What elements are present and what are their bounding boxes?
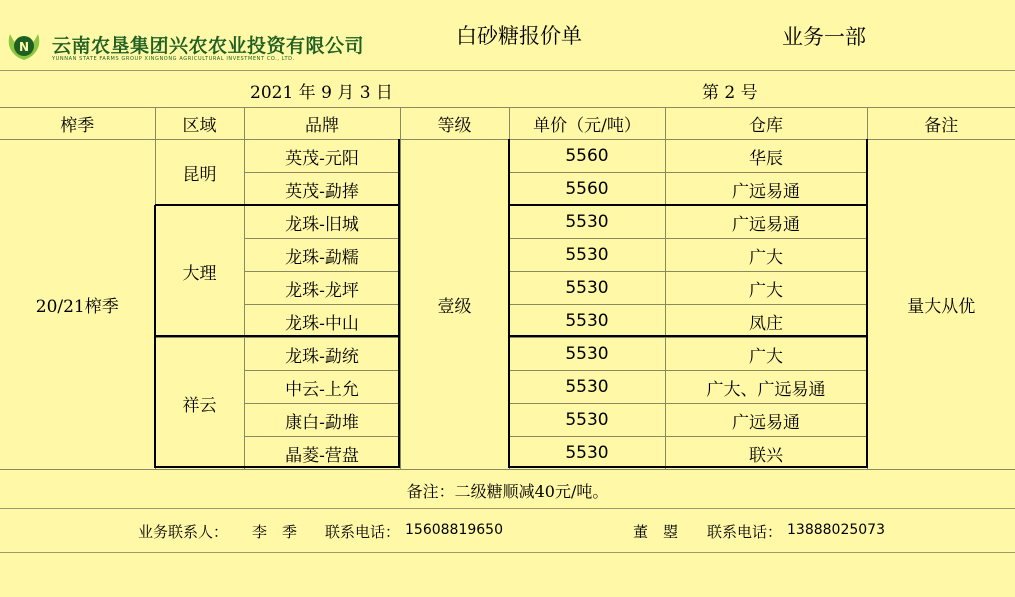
group-divider-bottom-left bbox=[155, 466, 400, 468]
remark-cell: 量大从优 bbox=[867, 140, 1015, 470]
price-cell: 5530 bbox=[509, 272, 665, 305]
price-cell: 5560 bbox=[509, 173, 665, 206]
warehouse-cell: 凤庄 bbox=[665, 305, 867, 338]
group-divider-bottom-right bbox=[509, 466, 868, 468]
region-cell: 祥云 bbox=[155, 338, 244, 470]
price-cell: 5530 bbox=[509, 404, 665, 437]
header-warehouse: 仓库 bbox=[665, 108, 867, 140]
company-name: 云南农垦集团兴农农业投资有限公司 bbox=[52, 35, 365, 57]
warehouse-cell: 广远易通 bbox=[665, 206, 867, 239]
warehouse-cell: 广大 bbox=[665, 338, 867, 371]
contact1-phone-label: 联系电话： bbox=[325, 523, 401, 541]
warehouse-cell: 联兴 bbox=[665, 437, 867, 470]
group-divider-dali-left bbox=[155, 335, 400, 337]
warehouse-cell: 广远易通 bbox=[665, 173, 867, 206]
divider-line bbox=[0, 552, 1015, 553]
brand-cell: 龙珠-勐糯 bbox=[244, 239, 400, 272]
warehouse-cell: 华辰 bbox=[665, 140, 867, 173]
grade-cell: 壹级 bbox=[400, 140, 509, 470]
header-grade: 等级 bbox=[400, 108, 509, 140]
brand-cell: 晶菱-营盘 bbox=[244, 437, 400, 470]
group-divider-kunming-left bbox=[155, 204, 400, 206]
price-cell: 5530 bbox=[509, 239, 665, 272]
region-cell: 昆明 bbox=[155, 140, 244, 206]
company-logo-icon bbox=[4, 26, 44, 62]
header-brand: 品牌 bbox=[244, 108, 400, 140]
header-price: 单价（元/吨） bbox=[509, 108, 665, 140]
region-cell: 大理 bbox=[155, 206, 244, 338]
contact-label: 业务联系人： bbox=[138, 523, 229, 541]
footer-note: 备注：二级糖顺减40元/吨。 bbox=[406, 482, 609, 501]
brand-cell: 英茂-元阳 bbox=[244, 140, 400, 173]
svg-text:N: N bbox=[18, 40, 30, 54]
season-cell: 20/21榨季 bbox=[0, 140, 155, 470]
department-label: 业务一部 bbox=[782, 25, 866, 49]
contact2-phone-label: 联系电话： bbox=[707, 523, 783, 541]
quote-date: 2021 年 9 月 3 日 bbox=[250, 83, 393, 103]
group-divider-kunming-right bbox=[509, 204, 868, 206]
brand-cell: 龙珠-中山 bbox=[244, 305, 400, 338]
company-name-english: YUNNAN STATE FARMS GROUP XINGNONG AGRICULTURAL INVESTMENT CO., LTD. bbox=[52, 56, 295, 62]
price-cell: 5560 bbox=[509, 140, 665, 173]
contact2-name: 董 曌 bbox=[633, 523, 679, 541]
warehouse-cell: 广远易通 bbox=[665, 404, 867, 437]
contact1-phone: 15608819650 bbox=[405, 522, 503, 538]
contact2-phone: 13888025073 bbox=[787, 522, 885, 538]
group-divider-dali-right bbox=[509, 335, 868, 337]
brand-cell: 龙珠-龙坪 bbox=[244, 272, 400, 305]
group-border-brand-right bbox=[398, 139, 400, 468]
header-region: 区域 bbox=[155, 108, 244, 140]
divider-line bbox=[0, 70, 1015, 71]
table-header-row bbox=[0, 108, 1015, 140]
price-cell: 5530 bbox=[509, 305, 665, 338]
brand-cell: 英茂-勐捧 bbox=[244, 173, 400, 206]
group-border-warehouse-right bbox=[866, 139, 868, 468]
divider-line bbox=[0, 508, 1015, 509]
price-cell: 5530 bbox=[509, 437, 665, 470]
contact1-name: 李 季 bbox=[252, 523, 298, 541]
brand-cell: 康白-勐堆 bbox=[244, 404, 400, 437]
price-cell: 5530 bbox=[509, 206, 665, 239]
warehouse-cell: 广大 bbox=[665, 239, 867, 272]
price-cell: 5530 bbox=[509, 371, 665, 404]
warehouse-cell: 广大 bbox=[665, 272, 867, 305]
brand-cell: 中云-上允 bbox=[244, 371, 400, 404]
group-border-price-left bbox=[508, 139, 510, 468]
brand-cell: 龙珠-旧城 bbox=[244, 206, 400, 239]
quote-number: 第 2 号 bbox=[702, 83, 758, 103]
warehouse-cell: 广大、广远易通 bbox=[665, 371, 867, 404]
header-remark: 备注 bbox=[867, 108, 1015, 140]
price-cell: 5530 bbox=[509, 338, 665, 371]
header-season: 榨季 bbox=[0, 108, 155, 140]
document-title: 白砂糖报价单 bbox=[456, 24, 582, 48]
brand-cell: 龙珠-勐统 bbox=[244, 338, 400, 371]
